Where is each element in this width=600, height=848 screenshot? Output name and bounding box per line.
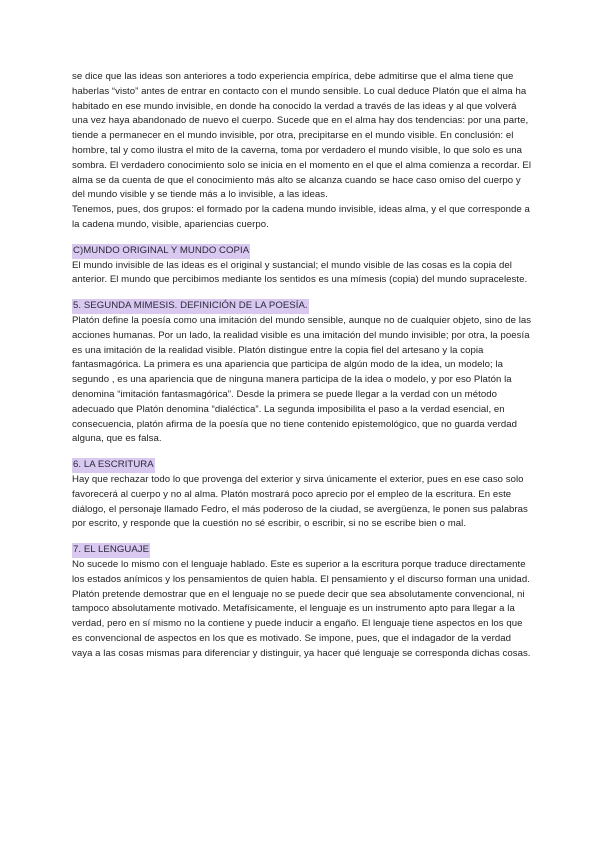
section-escritura [72,458,532,532]
section-body-segunda-mimesis: Platón define la poesía como una imitación del mundo sensible, aunque no de cualquier objeto, sino de las acciones humanas. Por un lado, la realidad visible es una imitación del mundo invisible; por otra, la poesía es una imitación de la realidad visible. Platón distingue entre la copia fiel del artesano y la copia fantasmagórica. La primera es una apariencia que participa de algún modo de la idea, un modelo; la segundo , es una apariencia que de ninguna manera participa de la idea o modelo, y por eso Platón la denomina “imitación fantasmagórica”. Desde la primera se puede llegar a la verdad con un método adecuado que Platón denomina “dialéctica”. La segunda imposibilita el paso a la verdad esencial, en consecuencia, platón afirma de la poesía que no tiene contenido epistemológico, que no guarda verdad alguna, que es falsa. [72,314,532,445]
intro-paragraph-1: se dice que las ideas son anteriores a todo experiencia empírica, debe admitirse que el alma tiene que haberlas “visto” antes de entrar en contacto con el mundo sensible. Lo cual deduce Platón que el alma ha habitado en ese mundo invisible, en donde ha conocido la verdad a través de las ideas y al que volverá una vez haya abandonado de nuevo el cuerpo. Sucede que en el alma hay dos tendencias: por una parte, tiende a permanecer en el mundo invisible, por otra, precipitarse en el mundo visible. En conclusión: el hombre, tal y como ilustra el mito de la caverna, toma por verdadero el mundo visible, lo que solo es una sombra. El verdadero conocimiento solo se inicia en el momento en el que el alma comienza a recordar. El alma se da cuenta de que el conocimiento más alto se alcanza cuando se hace caso omiso del cuerpo y del mundo visible y se tiende más a lo invisible, a las ideas. [72,71,532,201]
section-segunda-mimesis [72,299,532,447]
section-body-lenguaje: No sucede lo mismo con el lenguaje hablado. Este es superior a la escritura porque traduce directamente los estados anímicos y los pensamientos de quien habla. El pensamiento y el discurso forman una unidad. Platón pretende demostrar que en el lenguaje no se puede decir que sea absolutamente convencional, ni tampoco absolutamente motivado. Metafísicamente, el lenguaje es un instrumento apto para llegar a la verdad, pero en sí mismo no la contiene y puede inducir a engaño. El lenguaje tiene aspectos en los que es convencional de aspectos en los que es motivado. Se impone, pues, que el indagador de la verdad vaya a las cosas mismas para diferenciar y distinguir, ya hacer qué lenguaje se corresponda dichas cosas. [72,558,531,659]
section-heading-segunda-mimesis: 5. SEGUNDA MIMESIS. DEFINICIÓN DE LA POESÍA. [72,299,309,314]
section-heading-mundo-original: C)MUNDO ORIGINAL Y MUNDO COPIA [72,244,250,259]
intro-paragraph-2: Tenemos, pues, dos grupos: el formado por la cadena mundo invisible, ideas alma, y el que corresponde a la cadena mundo, visible, apariencias cuerpo. [72,204,530,230]
section-lenguaje [72,543,532,661]
section-heading-escritura: 6. LA ESCRITURA [72,458,155,473]
section-body-mundo-original: El mundo invisible de las ideas es el original y sustancial; el mundo visible de las cosas es la copia del anterior. El mundo que percibimos mediante los sentidos es una mímesis (copia) del mundo supraceleste. [72,259,528,286]
section-body-escritura: Hay que rechazar todo lo que provenga del exterior y sirva únicamente el exterior, pues en ese caso solo favorecerá al cuerpo y no al alma. Platón mostrará poco aprecio por el empleo de la escritura. En este diálogo, el personaje llamado Fedro, el más poderoso de la ciudad, se avergüenza, le ponen sus palabras por escrito, y responde que la cuestión no sé escribir, o escribir, si no se escribe bien o mal. [72,473,528,530]
document-page [72,70,532,661]
section-heading-lenguaje: 7. EL LENGUAJE [72,543,150,558]
section-mundo-original [72,244,532,288]
